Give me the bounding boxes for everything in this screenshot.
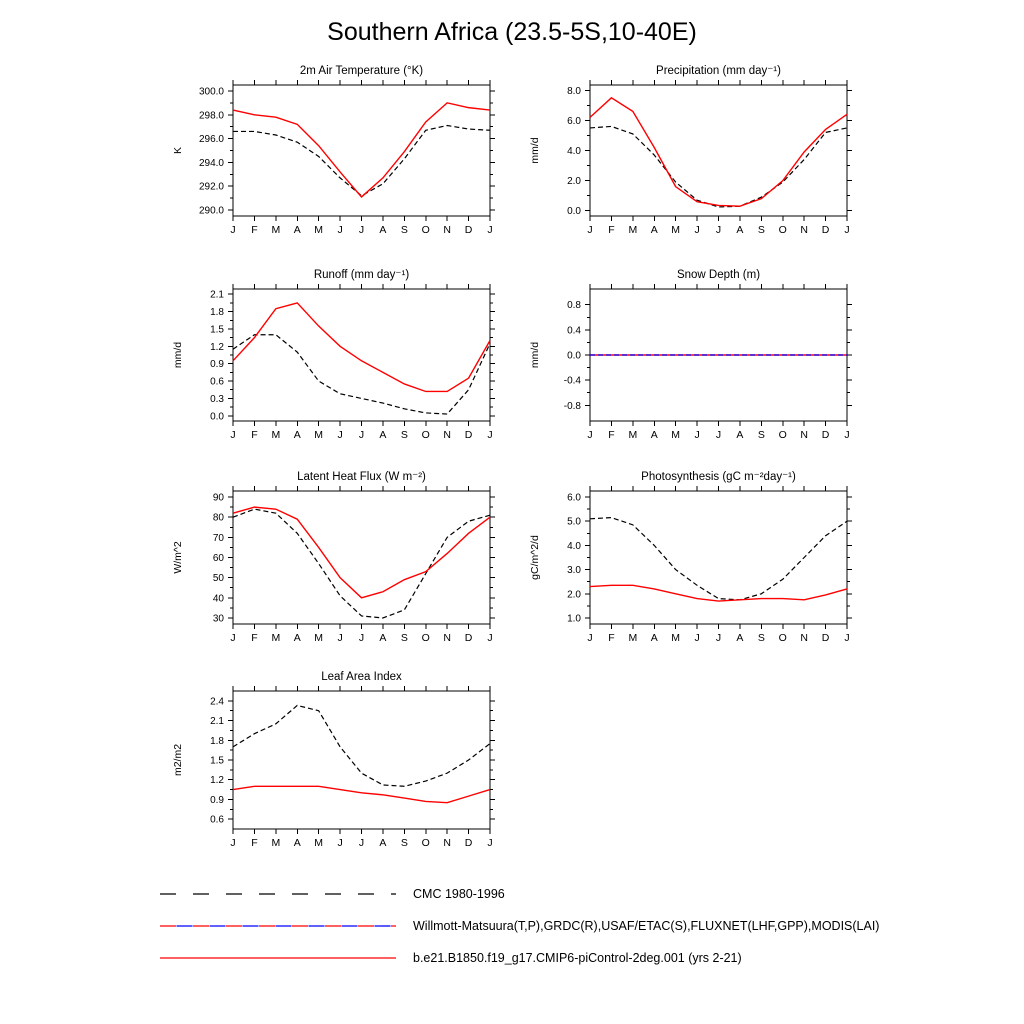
- x-tick-label: O: [421, 632, 430, 644]
- x-tick-label: J: [487, 837, 493, 849]
- x-tick-label: O: [421, 837, 430, 849]
- x-tick-label: N: [443, 632, 451, 644]
- panel-2m-air-temperature: [172, 65, 495, 236]
- y-axis-label: gC/m^2/d: [529, 535, 541, 580]
- x-tick-label: J: [694, 224, 700, 236]
- y-tick-label: 292.0: [198, 181, 224, 193]
- x-tick-label: J: [715, 224, 722, 236]
- plot-box: [233, 691, 490, 829]
- y-tick-label: 3.0: [567, 565, 581, 577]
- x-tick-label: F: [251, 632, 258, 644]
- y-tick-label: -0.4: [563, 375, 581, 387]
- x-tick-label: O: [778, 429, 787, 441]
- panel-runoff: [172, 269, 495, 441]
- y-tick-label: 294.0: [198, 157, 224, 169]
- y-tick-label: 0.8: [567, 300, 581, 312]
- panel-title: Runoff (mm day⁻¹): [313, 269, 410, 281]
- x-tick-label: D: [464, 429, 473, 441]
- x-tick-label: A: [293, 632, 301, 644]
- x-tick-label: M: [628, 224, 638, 236]
- y-tick-label: 1.8: [210, 307, 224, 319]
- x-tick-label: S: [757, 632, 765, 644]
- plot-box: [233, 289, 490, 421]
- x-tick-label: J: [487, 429, 493, 441]
- legend-item-label: b.e21.B1850.f19_g17.CMIP6-piControl-2deg.001 (yrs 2-21): [413, 951, 742, 965]
- legend-line-sample-dashed-black: [158, 887, 398, 901]
- y-tick-label: 0.4: [567, 325, 581, 337]
- x-tick-label: M: [628, 632, 638, 644]
- y-tick-label: 1.2: [210, 775, 224, 787]
- panel-precipitation: [529, 65, 852, 236]
- x-tick-label: A: [650, 429, 658, 441]
- x-tick-label: S: [400, 837, 408, 849]
- y-tick-label: 60: [212, 553, 224, 564]
- series-line-model: [590, 98, 847, 206]
- x-tick-label: A: [293, 224, 301, 236]
- x-tick-label: J: [358, 837, 365, 849]
- y-tick-label: 1.5: [210, 755, 224, 767]
- x-tick-label: M: [671, 632, 681, 644]
- y-tick-label: 1.0: [567, 613, 581, 625]
- x-tick-label: D: [464, 837, 473, 849]
- x-tick-label: J: [358, 224, 365, 236]
- x-tick-label: J: [715, 429, 722, 441]
- x-tick-label: O: [421, 429, 430, 441]
- x-tick-label: J: [337, 429, 343, 441]
- legend-line-sample-dashed-red-blue: [158, 919, 398, 933]
- plot-box: [590, 491, 847, 624]
- x-tick-label: M: [271, 632, 281, 644]
- x-tick-label: J: [694, 429, 700, 441]
- y-tick-label: 6.0: [567, 492, 581, 504]
- y-tick-label: 0.9: [210, 359, 224, 371]
- x-tick-label: J: [337, 837, 343, 849]
- y-axis-label: mm/d: [172, 341, 184, 369]
- y-tick-label: 4.0: [567, 146, 581, 157]
- x-tick-label: J: [694, 632, 700, 644]
- y-tick-label: 0.3: [210, 393, 224, 405]
- y-axis-label: mm/d: [529, 137, 541, 164]
- x-tick-label: M: [314, 837, 324, 849]
- y-tick-label: 0.6: [210, 814, 224, 826]
- x-tick-label: A: [736, 429, 744, 441]
- y-tick-label: 1.8: [210, 735, 224, 747]
- y-tick-label: 298.0: [198, 110, 224, 122]
- x-tick-label: D: [821, 429, 830, 441]
- plot-box: [233, 491, 490, 624]
- legend-item-label: Willmott-Matsuura(T,P),GRDC(R),USAF/ETAC(S),FLUXNET(LHF,GPP),MODIS(LAI): [413, 919, 880, 933]
- series-line-observation: [233, 509, 490, 618]
- x-tick-label: O: [421, 224, 430, 236]
- x-tick-label: M: [671, 429, 681, 441]
- y-axis-label: mm/d: [529, 341, 541, 369]
- x-tick-label: J: [337, 224, 343, 236]
- x-tick-label: J: [487, 632, 493, 644]
- x-tick-label: M: [671, 224, 681, 236]
- y-tick-label: 30: [212, 613, 224, 625]
- x-tick-label: S: [400, 224, 408, 236]
- x-tick-label: J: [844, 632, 850, 644]
- plot-box: [590, 85, 847, 216]
- y-tick-label: 6.0: [567, 115, 581, 127]
- y-axis-label: m2/m2: [172, 743, 184, 777]
- x-tick-label: A: [379, 837, 387, 849]
- x-tick-label: J: [230, 837, 236, 849]
- series-line-observation: [590, 518, 847, 600]
- series-line-observation: [590, 126, 847, 207]
- y-tick-label: 0.6: [210, 376, 224, 388]
- x-tick-label: J: [230, 429, 236, 441]
- x-tick-label: J: [487, 224, 493, 236]
- y-tick-label: 0.0: [210, 411, 224, 423]
- x-tick-label: J: [587, 429, 593, 441]
- y-tick-label: 290.0: [198, 205, 224, 217]
- y-tick-label: 2.1: [210, 289, 224, 301]
- x-tick-label: J: [358, 632, 365, 644]
- x-tick-label: S: [400, 632, 408, 644]
- x-tick-label: M: [271, 429, 281, 441]
- x-tick-label: M: [271, 224, 281, 236]
- x-tick-label: F: [608, 429, 615, 441]
- x-tick-label: A: [379, 224, 387, 236]
- y-axis-label: W/m^2: [172, 541, 184, 574]
- x-tick-label: N: [800, 429, 808, 441]
- series-line-observation: [233, 335, 490, 414]
- series-line-model: [233, 507, 490, 598]
- x-tick-label: D: [821, 224, 830, 236]
- y-tick-label: 40: [212, 593, 224, 605]
- y-tick-label: 90: [212, 492, 224, 504]
- panel-photosynthesis: [529, 471, 852, 644]
- x-tick-label: S: [757, 429, 765, 441]
- y-tick-label: 4.0: [567, 540, 581, 552]
- x-tick-label: A: [293, 429, 301, 441]
- panel-title: Latent Heat Flux (W m⁻²): [297, 471, 426, 483]
- y-tick-label: 2.1: [210, 716, 224, 728]
- x-tick-label: O: [778, 632, 787, 644]
- y-tick-label: 8.0: [567, 85, 581, 97]
- x-tick-label: N: [800, 224, 808, 236]
- x-tick-label: D: [821, 632, 830, 644]
- x-tick-label: N: [800, 632, 808, 644]
- x-tick-label: J: [230, 632, 236, 644]
- y-tick-label: 300.0: [198, 86, 224, 98]
- y-tick-label: 80: [212, 512, 224, 524]
- x-tick-label: N: [443, 837, 451, 849]
- x-tick-label: A: [379, 429, 387, 441]
- y-tick-label: 50: [212, 573, 224, 585]
- x-tick-label: J: [337, 632, 343, 644]
- x-tick-label: J: [844, 429, 850, 441]
- x-tick-label: J: [230, 224, 236, 236]
- series-line-model: [233, 786, 490, 802]
- x-tick-label: M: [314, 632, 324, 644]
- panel-title: 2m Air Temperature (°K): [299, 65, 424, 77]
- series-line-model: [590, 585, 847, 601]
- y-tick-label: 0.9: [210, 794, 224, 806]
- series-line-observation: [233, 705, 490, 786]
- panel-leaf-area-index: [172, 671, 495, 849]
- x-tick-label: F: [251, 224, 258, 236]
- x-tick-label: N: [443, 224, 451, 236]
- x-tick-label: J: [587, 224, 593, 236]
- x-tick-label: J: [358, 429, 365, 441]
- x-tick-label: F: [251, 429, 258, 441]
- x-tick-label: F: [251, 837, 258, 849]
- y-tick-label: -0.8: [563, 400, 581, 412]
- y-tick-label: 1.5: [210, 324, 224, 336]
- panel-title: Leaf Area Index: [321, 671, 402, 683]
- y-tick-label: 0.0: [567, 206, 581, 218]
- x-tick-label: O: [778, 224, 787, 236]
- x-tick-label: F: [608, 224, 615, 236]
- legend-item-model-run: [158, 942, 879, 974]
- y-tick-label: 2.4: [210, 696, 224, 708]
- x-tick-label: A: [736, 224, 744, 236]
- legend-item-cmc: [158, 878, 879, 910]
- x-tick-label: S: [757, 224, 765, 236]
- x-tick-label: F: [608, 632, 615, 644]
- series-line-observation: [233, 125, 490, 195]
- y-tick-label: 2.0: [567, 176, 581, 188]
- x-tick-label: N: [443, 429, 451, 441]
- y-tick-label: 70: [212, 532, 224, 544]
- figure-title: Southern Africa (23.5-5S,10-40E): [327, 18, 697, 46]
- panel-title: Precipitation (mm day⁻¹): [656, 65, 781, 77]
- panel-title: Photosynthesis (gC m⁻²day⁻¹): [641, 471, 796, 483]
- x-tick-label: A: [379, 632, 387, 644]
- x-tick-label: M: [314, 224, 324, 236]
- y-tick-label: 1.2: [210, 341, 224, 353]
- x-tick-label: J: [844, 224, 850, 236]
- x-tick-label: A: [650, 632, 658, 644]
- series-line-model: [233, 103, 490, 197]
- x-tick-label: J: [587, 632, 593, 644]
- legend-line-sample-solid-red: [158, 951, 398, 965]
- x-tick-label: A: [293, 837, 301, 849]
- x-tick-label: M: [271, 837, 281, 849]
- y-tick-label: 5.0: [567, 516, 581, 528]
- panel-title: Snow Depth (m): [676, 269, 761, 281]
- legend-item-label: CMC 1980-1996: [413, 887, 505, 901]
- y-tick-label: 2.0: [567, 589, 581, 601]
- x-tick-label: D: [464, 632, 473, 644]
- panel-latent-heat-flux: [172, 471, 495, 644]
- series-line-model: [233, 303, 490, 392]
- x-tick-label: M: [314, 429, 324, 441]
- x-tick-label: J: [715, 632, 722, 644]
- x-tick-label: M: [628, 429, 638, 441]
- legend-item-obs-datasets: [158, 910, 879, 942]
- panel-snow-depth: [529, 269, 852, 441]
- x-tick-label: D: [464, 224, 473, 236]
- legend: [158, 878, 879, 974]
- x-tick-label: A: [650, 224, 658, 236]
- y-tick-label: 296.0: [198, 134, 224, 146]
- y-axis-label: K: [172, 146, 184, 155]
- y-tick-label: 0.0: [567, 350, 581, 362]
- x-tick-label: S: [400, 429, 408, 441]
- x-tick-label: A: [736, 632, 744, 644]
